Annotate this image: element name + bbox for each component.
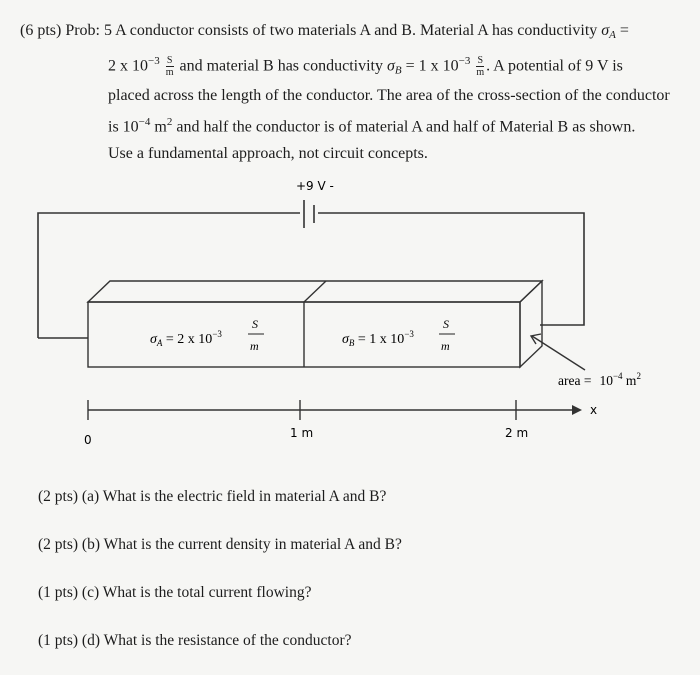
area-label [558, 371, 641, 388]
problem-line-3: placed across the length of the conductor. The area of the cross-section of the conductor [108, 87, 670, 105]
svg-text:area =10−4 m2: area = $10^{-4}$ $m^2$ [558, 371, 641, 388]
axis-label-2m: 2 m [505, 426, 529, 440]
battery-label: +9 V - [296, 179, 334, 193]
svg-text:σB = 1 x 10−3: $\sigma_B = 1$ x $10^{-3}$ [342, 329, 414, 348]
question-d: (1 pts) (d) What is the resistance of the conductor? [38, 632, 352, 649]
axis-label-0: 0 [84, 433, 92, 447]
area-pointer-line [532, 336, 585, 370]
svg-text:S: S [443, 317, 449, 331]
svg-text:S: S [252, 317, 258, 331]
question-b: (2 pts) (b) What is the current density in material A and B? [38, 536, 402, 553]
circuit-wire-right [318, 213, 584, 325]
svg-text:m: m [441, 339, 450, 353]
problem-line-1: (6 pts) Prob: 5 A conductor consists of two materials A and B. Material A has conductivity $\sigma_A$ = [20, 22, 629, 41]
problem-line-4: is $10^{-4}$ $m^2$ and half the conductor is of material A and half of Material B as shown. [108, 116, 636, 136]
axis-label-1m: 1 m [290, 426, 314, 440]
material-b-conductivity [342, 317, 455, 353]
axis-variable-x: x [590, 403, 598, 417]
x-axis-arrowhead [572, 405, 582, 415]
svg-text:σA = 2 x 10−3: $\sigma_A = 2$ x $10^{-3}$ [150, 329, 222, 348]
problem-line-2: 2 x $10^{-3}$ $\frac{S}{m}$ and material B has conductivity $\sigma_B = 1$ x $10^{-3}$ $\frac{S}{m}$ . A potential of 9 V is [108, 55, 623, 79]
question-c: (1 pts) (c) What is the total current flowing? [38, 584, 312, 601]
problem-line-5: Use a fundamental approach, not circuit concepts. [108, 144, 428, 162]
unit-fraction: $\frac{S}{m}$ [165, 55, 174, 79]
material-a-conductivity [150, 317, 264, 353]
question-a: (2 pts) (a) What is the electric field in material A and B? [38, 488, 387, 505]
svg-text:m: m [250, 339, 259, 353]
circuit-wire-left [38, 213, 300, 338]
conductor-right-face [520, 281, 542, 367]
unit-fraction: $\frac{S}{m}$ [476, 55, 485, 79]
material-divider-top [304, 281, 326, 302]
